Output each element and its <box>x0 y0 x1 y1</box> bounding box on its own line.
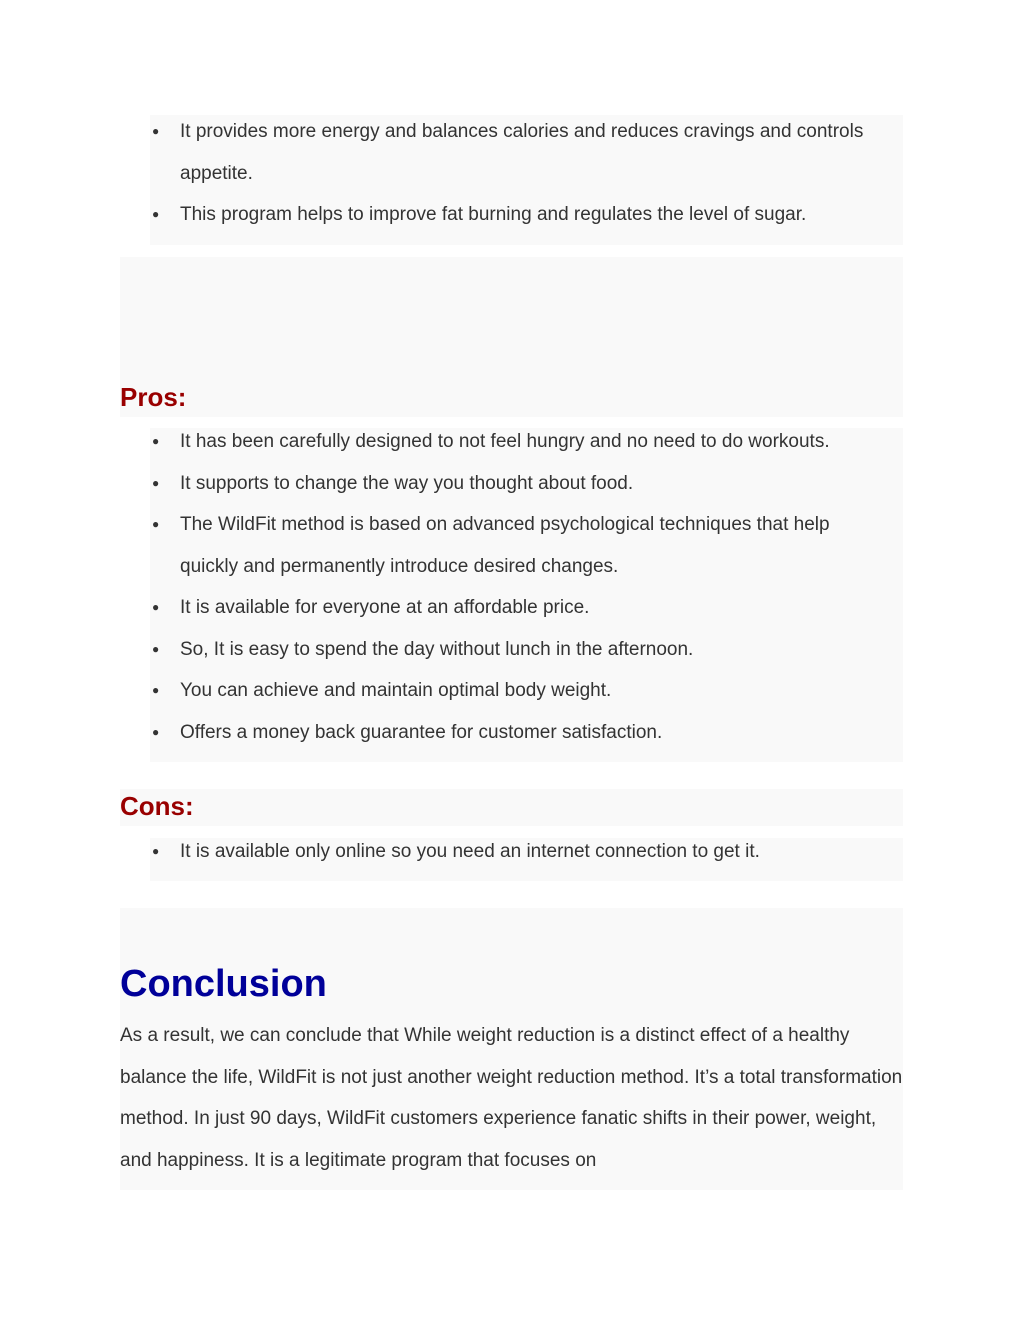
list-item <box>150 831 910 873</box>
list-item-text: It provides more energy and balances calories and reduces cravings and controls appetite. <box>180 121 864 184</box>
list-item <box>150 463 910 505</box>
list-item-text: The WildFit method is based on advanced psychological techniques that help quickly and permanently introduce desired changes. <box>180 514 830 577</box>
list-item <box>150 712 910 754</box>
bullet-icon: ● <box>152 517 160 531</box>
bullet-icon: ● <box>152 600 160 614</box>
intro-bullet-list <box>150 111 910 236</box>
cons-heading-block <box>120 789 903 826</box>
pros-heading: Pros: <box>120 382 187 412</box>
list-item-text: It has been carefully designed to not feel hungry and no need to do workouts. <box>180 431 830 452</box>
bullet-icon: ● <box>152 124 160 138</box>
list-item <box>150 421 910 463</box>
bullet-icon: ● <box>152 724 160 739</box>
bullet-icon: ● <box>152 434 160 448</box>
bullet-icon: ● <box>152 683 160 697</box>
list-item <box>150 587 910 629</box>
list-item <box>150 504 910 587</box>
list-item-text: This program helps to improve fat burning and regulates the level of sugar. <box>180 204 807 225</box>
list-item-text: It is available for everyone at an affordable price. <box>180 597 590 618</box>
pros-heading-block <box>120 257 903 417</box>
bullet-icon: ● <box>152 207 160 221</box>
list-item-text: It is available only online so you need an internet connection to get it. <box>180 841 760 862</box>
bullet-icon: ● <box>152 844 160 858</box>
list-item <box>150 670 910 712</box>
pros-bullet-list <box>150 421 910 753</box>
conclusion-heading: Conclusion <box>120 963 327 1005</box>
list-item <box>150 111 910 194</box>
conclusion-paragraph: As a result, we can conclude that While weight reduction is a distinct effect of a healthy balance the life, WildFit is not just another weight reduction method. It’s a total transformation method. In just 90 days, WildFit customers experience fanatic shifts in their power, weight, and happiness. It is a legitimate program that focuses on <box>120 1025 903 1171</box>
list-item-text: You can achieve and maintain optimal body weight. <box>180 680 612 701</box>
bullet-icon: ● <box>152 641 160 656</box>
list-item-text: It supports to change the way you thought about food. <box>180 472 634 494</box>
bullet-icon: ● <box>152 475 160 490</box>
list-item-text: So, It is easy to spend the day without lunch in the afternoon. <box>180 638 694 660</box>
list-item <box>150 629 910 671</box>
cons-bullet-list <box>150 831 910 873</box>
cons-heading: Cons: <box>120 791 194 821</box>
list-item-text: Offers a money back guarantee for customer satisfaction. <box>180 721 663 743</box>
list-item <box>150 194 910 236</box>
